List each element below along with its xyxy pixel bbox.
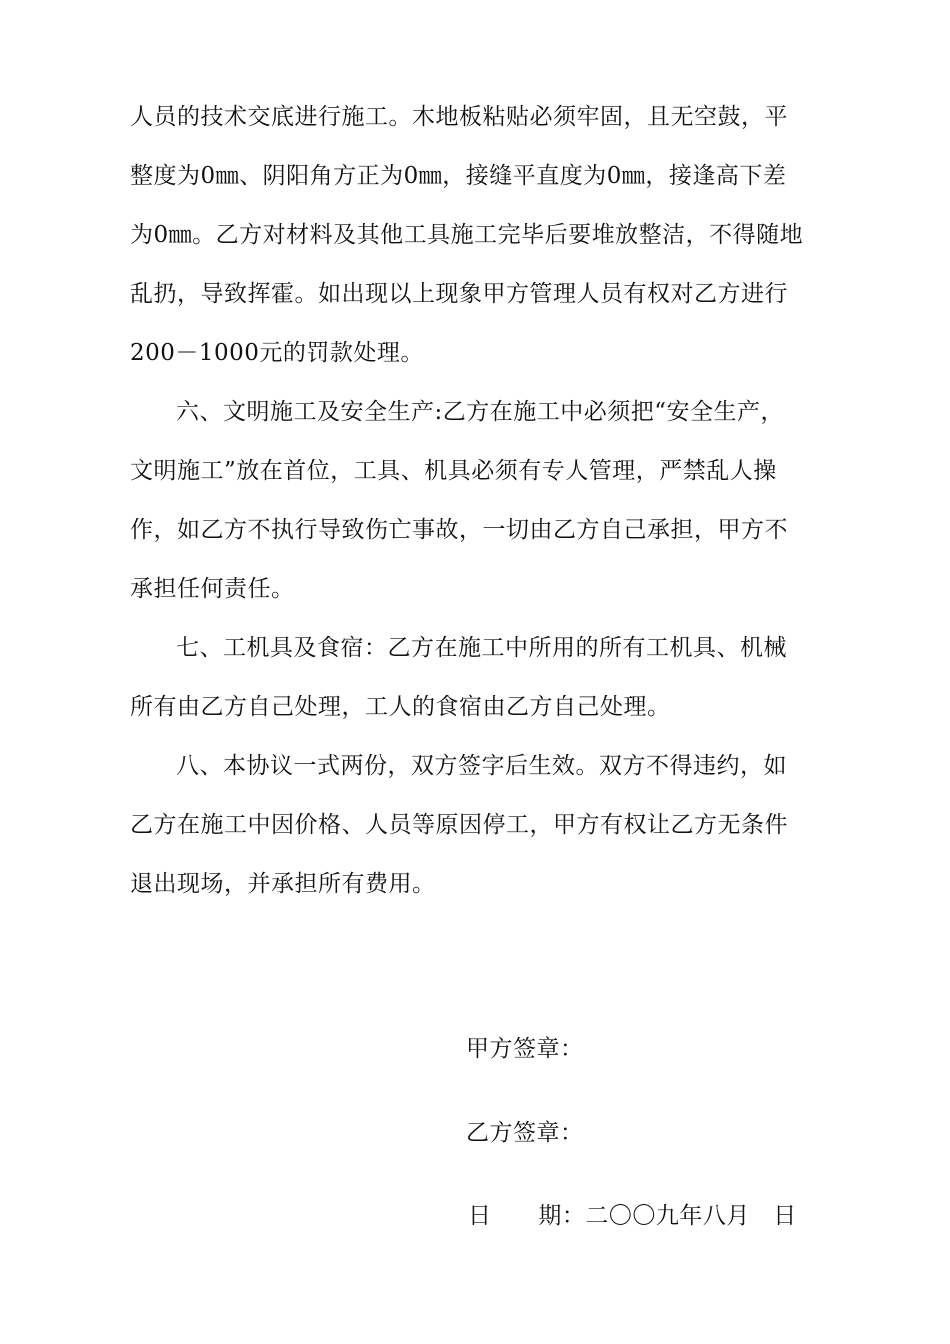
date-line: 日 期：二〇〇九年八月 日 [468,1203,797,1229]
body-line-4: 乱扔，导致挥霍。如出现以上现象甲方管理人员有权对乙方进行 [130,281,788,307]
clause-seven-line-1: 七、工机具及食宿：乙方在施工中所用的所有工机具、机械 [176,635,787,661]
clause-seven-line-2: 所有由乙方自己处理，工人的食宿由乙方自己处理。 [130,694,671,720]
clause-eight-line-3: 退出现场，并承担所有费用。 [130,871,436,897]
document-body [130,88,820,914]
body-line-2: 整度为0㎜、阴阳角方正为0㎜，接缝平直度为0㎜，接逢高下差 [130,163,787,189]
clause-eight-line-1: 八、本协议一式两份，双方签字后生效。双方不得违约，如 [176,753,787,779]
body-line-3: 为0㎜。乙方对材料及其他工具施工完毕后要堆放整洁，不得随地 [130,222,804,248]
clause-six-line-4: 承担任何责任。 [130,576,295,602]
clause-six-line-2: 文明施工”放在首位，工具、机具必须有专人管理，严禁乱人操 [130,458,777,484]
clause-six-line-1: 六、文明施工及安全生产:乙方在施工中必须把“安全生产， [176,399,785,425]
body-line-5: 200－1000元的罚款处理。 [130,340,424,366]
body-line-1: 人员的技术交底进行施工。木地板粘贴必须牢固，且无空鼓，平 [130,104,788,130]
party-a-signature-label: 甲方签章： [466,1036,584,1062]
clause-eight-line-2: 乙方在施工中因价格、人员等原因停工，甲方有权让乙方无条件 [130,812,788,838]
party-b-signature-label: 乙方签章： [466,1120,584,1146]
clause-six-line-3: 作，如乙方不执行导致伤亡事故，一切由乙方自己承担，甲方不 [130,517,788,543]
